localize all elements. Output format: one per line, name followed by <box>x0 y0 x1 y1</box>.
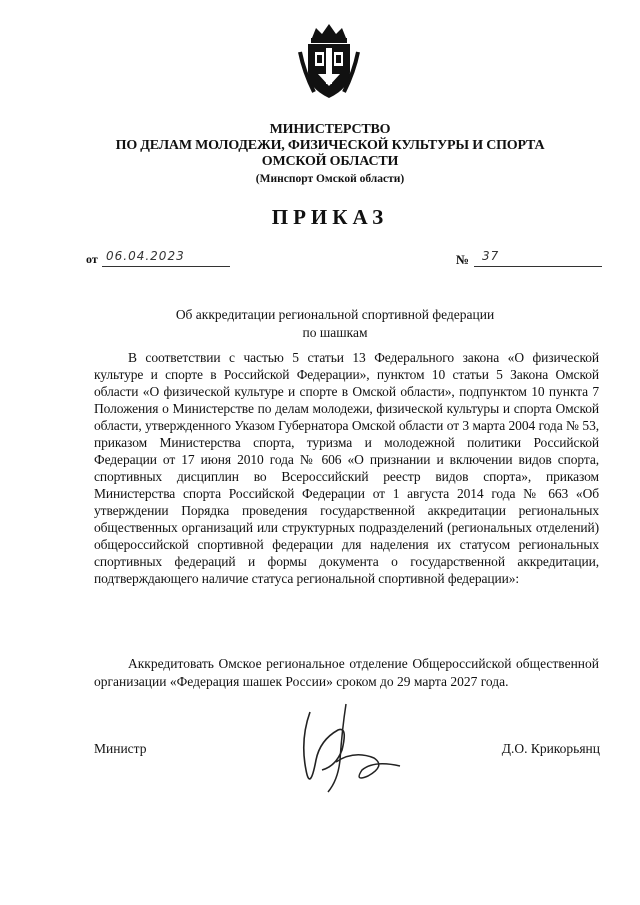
order-paragraph: Аккредитовать Омское региональное отделение Общероссийской общественной организации «Федерация шашек России» сроком до 29 марта 2027 года. <box>94 656 599 689</box>
handwritten-signature <box>270 700 410 800</box>
subject-line-2: по шашкам <box>302 325 368 340</box>
date-label: от <box>86 252 98 266</box>
document-type-title: ПРИКАЗ <box>271 205 389 229</box>
number-underline <box>474 266 602 267</box>
number-value: 37 <box>482 249 500 263</box>
omsk-coat-of-arms-icon <box>298 22 360 102</box>
date-underline <box>102 266 230 267</box>
ministry-short-name: (Минспорт Омской области) <box>255 173 405 185</box>
document-subject <box>140 306 530 342</box>
signer-name: Д.О. Крикорьянц <box>501 741 600 756</box>
preamble-paragraph: В соответствии с частью 5 статьи 13 Федерального закона «О физической культуре и спорте в Российской Федерации», пунктом 10 статьи 5 Закона Омской области «О физической культуре и спорте в Омской области», подпунктом 10 пункта 7 Положения о Министерстве по делам молодежи, физической культуры и спорта Омской области, утвержденного Указом Губернатора Омской области от 3 марта 2004 года № 53, приказом Министерства спорта, туризма и молодежной политики Российской Федерации от 17 июня 2010 года № 606 «О признании и включении видов спорта, спортивных дисциплин во Всероссийский реестр видов спорта», приказом Министерства спорта Российской Федерации от 1 августа 2014 года № 663 «Об утверждении Порядка проведения государственной аккредитации региональных общественных организаций или структурных подразделений (региональных отделений) общероссийской спортивной федерации для наделения их статусом региональных спортивных федераций и формы документа о государственной аккредитации, подтверждающего наличие статуса региональной спортивной федерации»: <box>94 350 599 586</box>
ministry-name-line-1: МИНИСТЕРСТВО <box>269 122 391 137</box>
signer-position: Министр <box>94 741 147 756</box>
date-value: 06.04.2023 <box>106 249 185 263</box>
ministry-name-line-2: ПО ДЕЛАМ МОЛОДЕЖИ, ФИЗИЧЕСКОЙ КУЛЬТУРЫ И СПОРТА <box>115 138 545 153</box>
subject-line-1: Об аккредитации региональной спортивной федерации <box>175 307 495 322</box>
ministry-header <box>60 122 600 187</box>
number-label: № <box>456 252 470 267</box>
date-number-row <box>86 250 606 270</box>
ministry-name-line-3: ОМСКОЙ ОБЛАСТИ <box>261 154 399 169</box>
